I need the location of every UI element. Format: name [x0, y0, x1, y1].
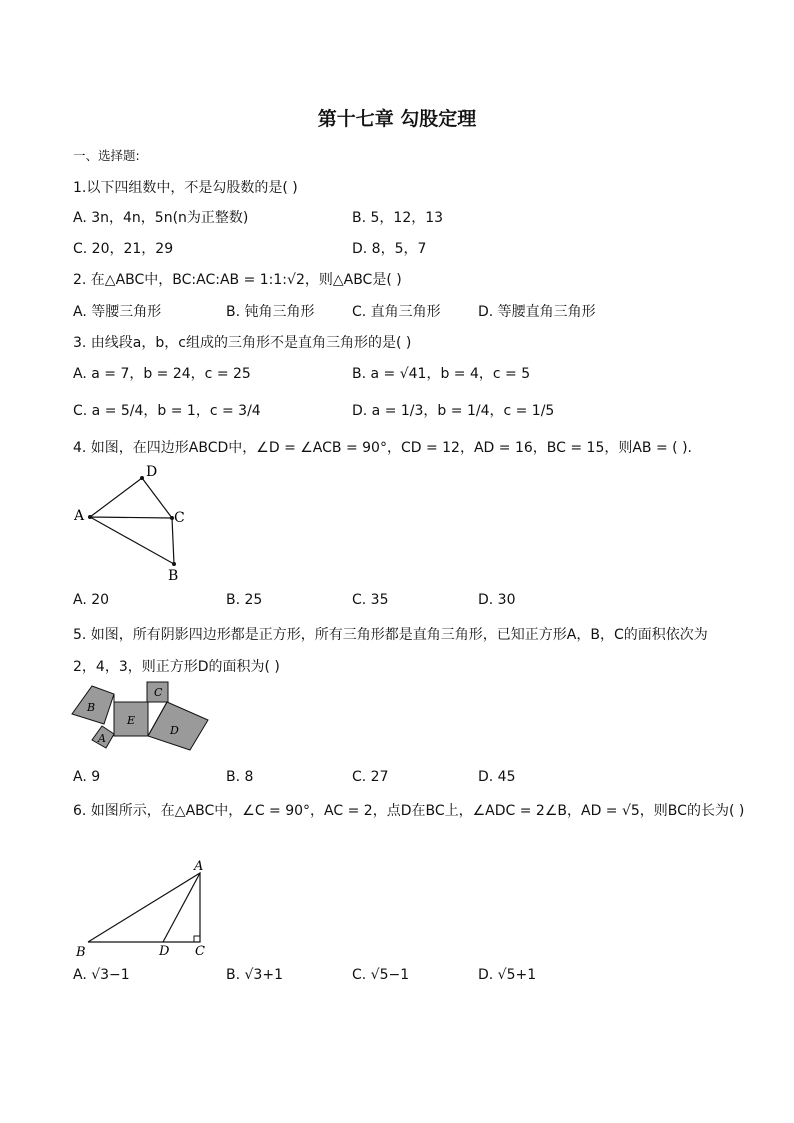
question-2-option-d[interactable]: D. 等腰直角三角形: [478, 304, 596, 320]
quadrilateral-abcd-figure: [70, 462, 200, 587]
question-2-option-c[interactable]: C. 直角三角形: [352, 304, 441, 320]
question-6-option-a[interactable]: A. √3−1: [73, 967, 130, 983]
quadrilateral-edges: [90, 478, 174, 564]
label-d: D: [159, 944, 170, 959]
triangle-abc-figure: [70, 855, 220, 961]
right-angle-mark: [194, 936, 200, 942]
question-2-option-a[interactable]: A. 等腰三角形: [73, 304, 162, 320]
question-3-option-b[interactable]: B. a = √41，b = 4，c = 5: [352, 366, 531, 382]
label-c: C: [174, 510, 185, 526]
question-1-option-c[interactable]: C. 20，21，29: [73, 241, 174, 257]
question-6-option-b[interactable]: B. √3+1: [226, 967, 283, 983]
question-4-option-a[interactable]: A. 20: [73, 592, 110, 608]
page-title: 第十七章 勾股定理: [317, 108, 477, 130]
label-square-a: A: [98, 732, 106, 745]
question-5-option-d[interactable]: D. 45: [478, 769, 516, 785]
label-a: A: [194, 859, 204, 874]
question-3-option-c[interactable]: C. a = 5/4，b = 1，c = 3/4: [73, 403, 261, 419]
segment-ad: [163, 873, 200, 942]
question-2-option-b[interactable]: B. 钝角三角形: [226, 304, 315, 320]
question-4-stem: 4. 如图，在四边形ABCD中，∠D = ∠ACB = 90°，CD = 12，AD = 16，BC = 15，则AB = ( ).: [73, 440, 692, 456]
question-4-option-d[interactable]: D. 30: [478, 592, 516, 608]
question-2-stem: 2. 在△ABC中，BC:AC:AB = 1:1:√2，则△ABC是( ): [73, 272, 402, 288]
question-5-stem-line-2: 2，4，3，则正方形D的面积为( ): [73, 659, 280, 675]
question-1-option-a[interactable]: A. 3n，4n，5n(n为正整数): [73, 210, 249, 226]
question-3-option-a[interactable]: A. a = 7，b = 24，c = 25: [73, 366, 251, 382]
question-3-stem: 3. 由线段a，b，c组成的三角形不是直角三角形的是( ): [73, 335, 412, 351]
triangle-abc-edges: [88, 873, 200, 942]
label-b: B: [76, 945, 86, 960]
point-d: [140, 476, 144, 480]
question-4-option-b[interactable]: B. 25: [226, 592, 263, 608]
section-heading: 一、选择题:: [73, 148, 140, 163]
label-d: D: [146, 464, 158, 480]
label-b: B: [168, 568, 179, 584]
question-5-stem-line-1: 5. 如图，所有阴影四边形都是正方形，所有三角形都是直角三角形，已知正方形A，B，C的面积依次为: [73, 627, 708, 643]
question-5-option-c[interactable]: C. 27: [352, 769, 389, 785]
question-1-option-b[interactable]: B. 5，12，13: [352, 210, 444, 226]
point-b: [172, 562, 176, 566]
label-square-b: B: [87, 701, 96, 714]
question-5-option-b[interactable]: B. 8: [226, 769, 254, 785]
question-3-option-d[interactable]: D. a = 1/3，b = 1/4，c = 1/5: [352, 403, 555, 419]
question-6-option-c[interactable]: C. √5−1: [352, 967, 410, 983]
squares-figure: [68, 678, 218, 754]
question-6-stem: 6. 如图所示，在△ABC中，∠C = 90°，AC = 2，点D在BC上，∠ADC = 2∠B，AD = √5，则BC的长为( ): [73, 803, 745, 819]
label-a: A: [74, 508, 85, 524]
label-square-e: E: [127, 714, 136, 727]
question-4-option-c[interactable]: C. 35: [352, 592, 389, 608]
question-1-option-d[interactable]: D. 8，5，7: [352, 241, 427, 257]
label-c: C: [195, 944, 205, 959]
question-1-stem: 1.以下四组数中，不是勾股数的是( ): [73, 180, 298, 196]
label-square-d: D: [170, 724, 179, 737]
label-square-c: C: [154, 686, 163, 699]
question-5-option-a[interactable]: A. 9: [73, 769, 101, 785]
question-6-option-d[interactable]: D. √5+1: [478, 967, 537, 983]
point-a: [88, 515, 92, 519]
